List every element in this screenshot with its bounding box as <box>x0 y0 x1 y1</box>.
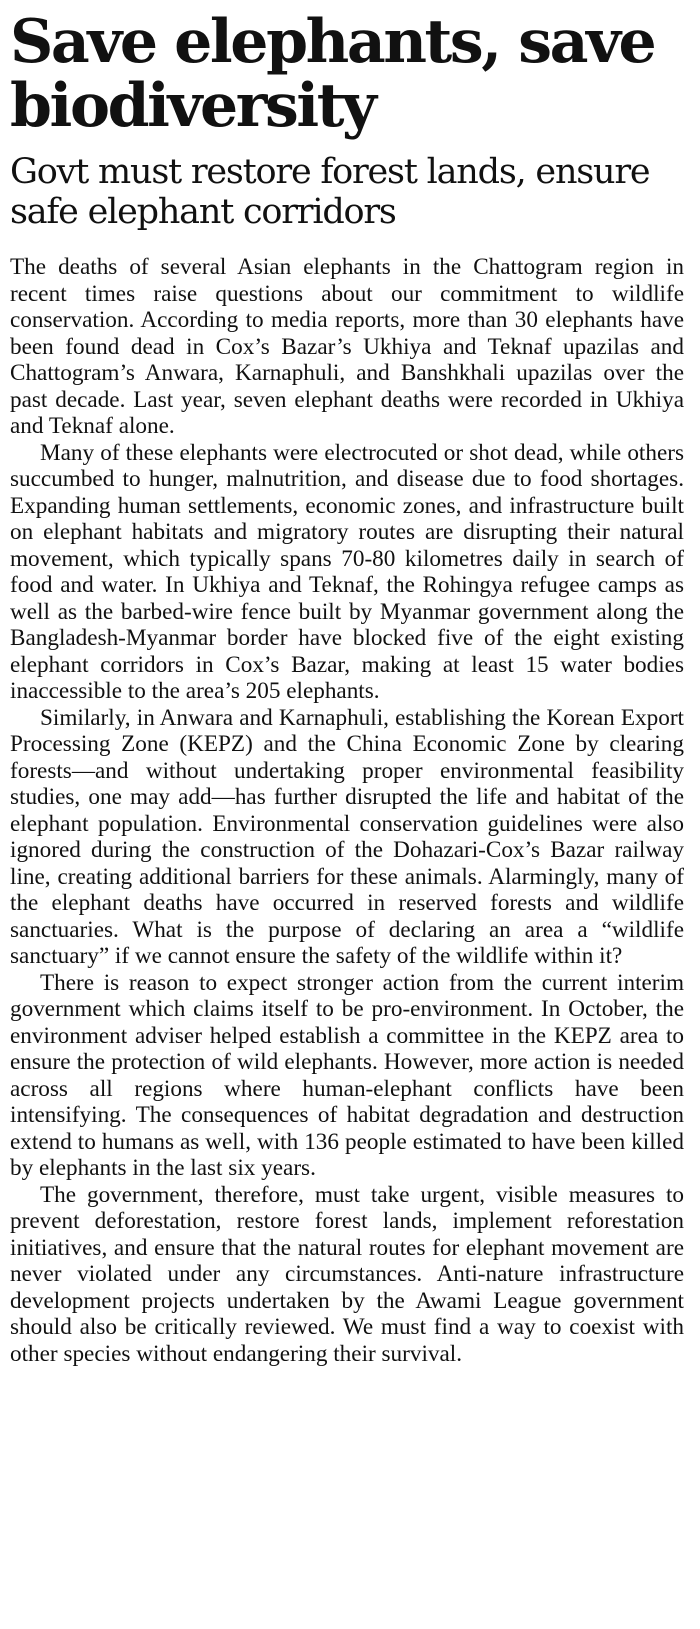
subheadline: Govt must restore forest lands, ensure safe elephant corridors <box>10 152 650 232</box>
article-body <box>10 254 684 1367</box>
editorial-article <box>10 7 684 1367</box>
paragraph-3: Similarly, in Anwara and Karnaphuli, establishing the Korean Export Processing Zone (KEPZ) and the China Economic Zone by clearing forests—and without undertaking proper environmental feasibility studies, one may add—has further disrupted the life and habitat of the elephant population. Environmental conservation guidelines were also ignored during the construction of the Dohazari-Cox’s Bazar railway line, creating additional barriers for these animals. Alarmingly, many of the elephant deaths have occurred in reserved forests and wildlife sanctuaries. What is the purpose of declaring an area a “wildlife sanctuary” if we cannot ensure the safety of the wildlife within it? <box>10 704 684 969</box>
paragraph-2: Many of these elephants were electrocuted or shot dead, while others succumbed to hunger, malnutrition, and disease due to food shortages. Expanding human settlements, economic zones, and infrastructure built on elephant habitats and migratory routes are disrupting their natural movement, which typically spans 70-80 kilometres daily in search of food and water. In Ukhiya and Teknaf, the Rohingya refugee camps as well as the barbed-wire fence built by Myanmar government along the Bangladesh-Myanmar border have blocked five of the eight existing elephant corridors in Cox’s Bazar, making at least 15 water bodies inaccessible to the area’s 205 elephants. <box>10 439 684 704</box>
headline: Save elephants, save biodiversity <box>10 7 655 141</box>
paragraph-4: There is reason to expect stronger action from the current interim government which claims itself to be pro-environment. In October, the environment adviser helped establish a committee in the KEPZ area to ensure the protection of wild elephants. However, more action is needed across all regions where human-elephant conflicts have been intensifying. The consequences of habitat degradation and destruction extend to humans as well, with 136 people estimated to have been killed by elephants in the last six years. <box>10 969 684 1181</box>
paragraph-5: The government, therefore, must take urgent, visible measures to prevent deforestation, restore forest lands, implement reforestation initiatives, and ensure that the natural routes for elephant movement are never violated under any circumstances. Anti-nature infrastructure development projects undertaken by the Awami League government should also be critically reviewed. We must find a way to coexist with other species without endangering their survival. <box>10 1181 684 1367</box>
paragraph-1: The deaths of several Asian elephants in the Chattogram region in recent times raise questions about our commitment to wildlife conservation. According to media reports, more than 30 elephants have been found dead in Cox’s Bazar’s Ukhiya and Teknaf upazilas and Chattogram’s Anwara, Karnaphuli, and Banshkhali upazilas over the past decade. Last year, seven elephant deaths were recorded in Ukhiya and Teknaf alone. <box>10 254 684 439</box>
